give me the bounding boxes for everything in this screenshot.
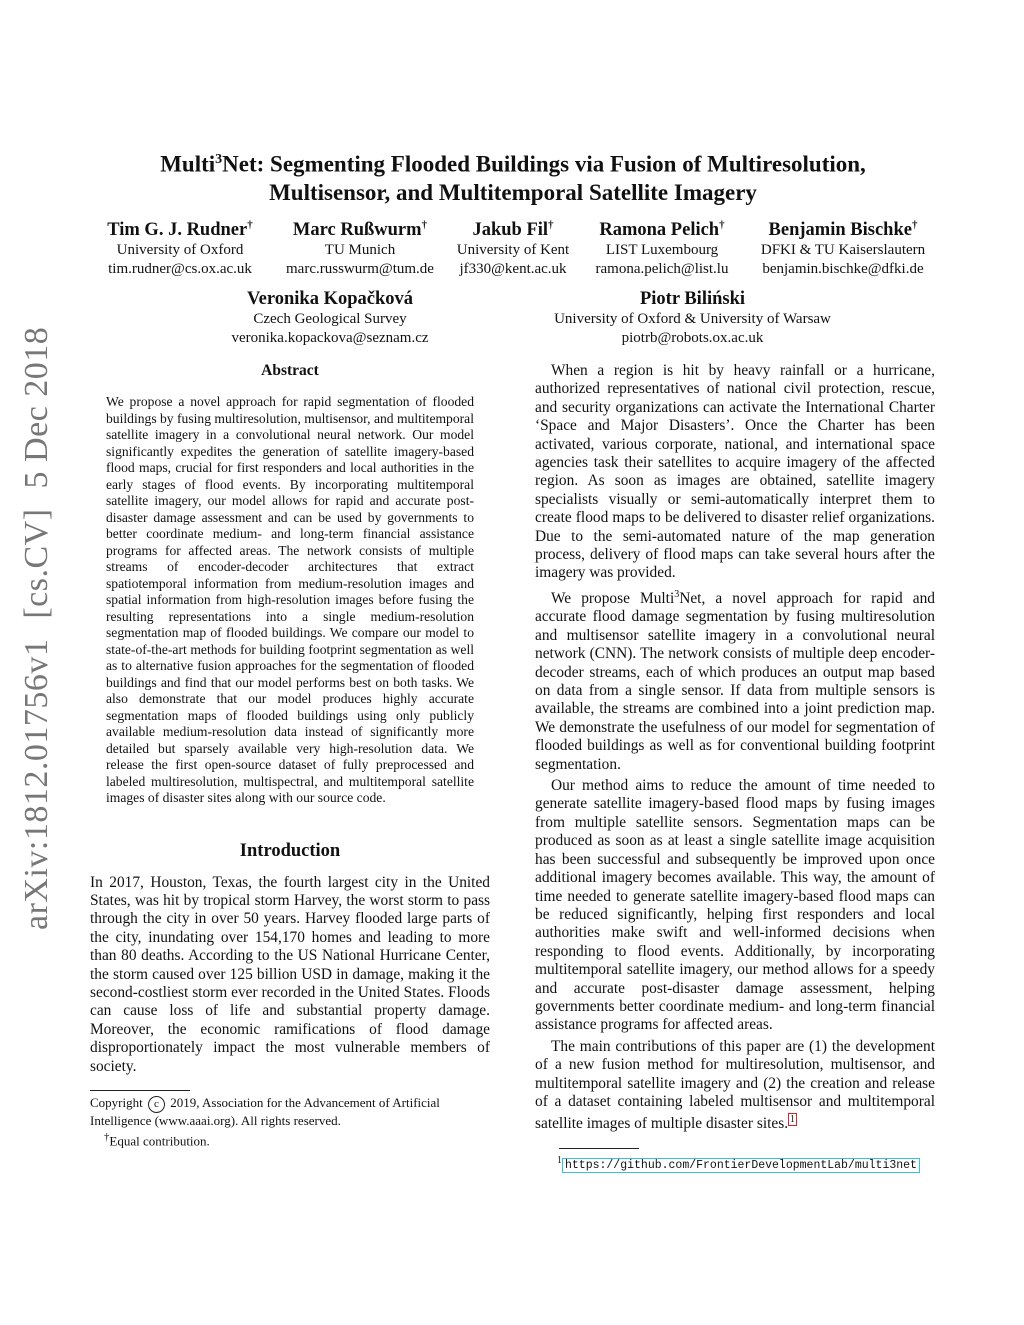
right-column <box>535 362 935 1174</box>
arxiv-category: [cs.CV] <box>18 508 55 619</box>
author-bilinski: Piotr Biliński University of Oxford & University of Warsaw piotrb@robots.ox.ac.uk <box>554 289 831 346</box>
abstract-text: We propose a novel approach for rapid segmentation of flooded buildings by fusing multiresolution, multisensor, and multitemporal satellite imagery in a convolutional neural network. Our model significantly expedites the generation of satellite imagery-based flood maps, crucial for first responders and local authorities in the early stages of flood events. By incorporating multitemporal satellite imagery, our model allows for rapid and accurate post-disaster damage assessment and can be used by governments to better coordinate medium- and long-term financial assistance programs for affected areas. The network consists of multiple streams of encoder-decoder architectures that extract spatiotemporal information from medium-resolution images and spatial information from high-resolution images before fusing the resulting representations into a single medium-resolution segmentation map of flooded buildings. We compare our model to state-of-the-art methods for building footprint segmentation as well as to alternative fusion approaches for the segmentation of flooded buildings and find that our model performs best on both tasks. We also demonstrate that our model produces highly accurate segmentation maps of flooded buildings using only publicly available medium-resolution data instead of significantly more detailed but sparsely available very high-resolution data. We release the first open-source dataset of fully preprocessed and labeled multiresolution, multispectral, and multitemporal satellite images of disaster sites along with our source code. <box>106 394 474 805</box>
arxiv-date: 5 Dec 2018 <box>18 326 55 489</box>
paper-title: Multi$^3$Net: Segmenting Flooded Buildings via Fusion of Multiresolution, Multisensor, and Multitemporal Satellite Imagery <box>160 151 866 205</box>
introduction-heading: Introduction <box>239 840 341 861</box>
github-link[interactable]: https://github.com/FrontierDevelopmentLab/multi3net <box>562 1158 920 1173</box>
footnote-rule-right <box>559 1148 639 1149</box>
author-pelich: Ramona Pelich† LIST Luxembourg ramona.pelich@list.lu <box>595 219 729 278</box>
copyright-icon: c <box>148 1096 165 1113</box>
author-kopackova: Veronika Kopačková Czech Geological Survey veronika.kopackova@seznam.cz <box>231 289 429 346</box>
author-fil: Jakub Fil† University of Kent jf330@kent.ac.uk <box>456 219 570 278</box>
paragraph-contributions: The main contributions of this paper are (1) the development of a new fusion method for multiresolution, multisensor, and multitemporal satellite imagery and (2) the creation and release of a dataset containing labeled multisensor and multitemporal satellite images of multiple disaster sites. $^1$ <box>535 1037 935 1133</box>
paragraph-proposal: We propose Multi$^3$Net, a novel approach for rapid and accurate flood damage segmentation by fusing multiresolution and multisensor satellite imagery in a convolutional neural network (CNN). The network consists of multiple deep encoder-decoder streams, each of which produces an output map based on data from a single sensor. If data from multiple sensors is available, the streams are combined into a joint prediction map. We demonstrate the usefulness of our model for segmentation of flooded buildings as well as for conventional building footprint segmentation. <box>535 588 935 773</box>
intro-paragraph: In 2017, Houston, Texas, the fourth largest city in the United States, was hit by tropical storm Harvey, the worst storm to pass through the city in over 50 years. Harvey flooded large parts of the city, inundating over 154,170 homes and leading to more than 80 deaths. According to the US National Hurricane Center, the storm caused over 125 billion USD in damage, making it the second-costliest storm ever recorded in the United States. Floods can cause loss of life and substantial property damage. Moreover, the economic ramifications of flood damage disproportionately impact the most vulnerable members of society. <box>90 873 490 1075</box>
equal-contribution-footnote: †Equal contribution. <box>104 1130 210 1149</box>
paragraph-method: Our method aims to reduce the amount of time needed to generate satellite imagery-based flood maps by fusing images from multiple satellite sensors. Segmentation maps can be produced as soon as at least a single satellite image acquisition has been successful and subsequently be improved upon once additional imagery becomes available. This way, the amount of time needed to generate satellite imagery-based flood maps can be reduced significantly, helping first responders and local authorities make swift and well-informed decisions when responding to flood events. Additionally, by incorporating multitemporal satellite imagery, our method allows for a speedy and accurate post-disaster damage assessment, helping governments better coordinate medium- and long-term financial assistance programs for affected areas. <box>535 777 935 1034</box>
footnote-rule <box>90 1090 190 1091</box>
author-rudner: Tim G. J. Rudner† University of Oxford tim.rudner@cs.ox.ac.uk <box>107 219 253 278</box>
footnote-link[interactable]: 1 <box>790 1114 796 1126</box>
paragraph-charter: When a region is hit by heavy rainfall or a hurricane, authorized representatives of national civil protection, rescue, and security organizations can activate the International Charter ‘Space and Major Disasters’. Once the Charter has been activated, various corporate, national, and international space agencies task their satellites to acquire imagery of the affected region. As soon as images are obtained, satellite imagery specialists visually or semi-automatically interpret them to create flood maps to be delivered to disaster relief organizations. Due to the semi-automated nature of the map generation process, delivery of flood maps can take several hours after the imagery was provided. <box>535 362 935 582</box>
copyright-footnote: Copyright c 2019, Association for the Advancement of Artificial Intelligence (www.aaai.org). All rights reserved. <box>90 1094 440 1128</box>
author-bischke: Benjamin Bischke† DFKI & TU Kaiserslautern benjamin.bischke@dfki.de <box>760 219 926 278</box>
author-russwurm: Marc Rußwurm† TU Munich marc.russwurm@tum.de <box>286 219 434 278</box>
arxiv-stamp <box>18 326 56 930</box>
left-column <box>90 362 490 1149</box>
url-footnote: $^1$ https://github.com/FrontierDevelopmentLab/multi3net <box>557 1153 935 1174</box>
arxiv-id[interactable]: arXiv:1812.01756v1 <box>18 638 55 930</box>
abstract-heading: Abstract <box>261 362 319 379</box>
